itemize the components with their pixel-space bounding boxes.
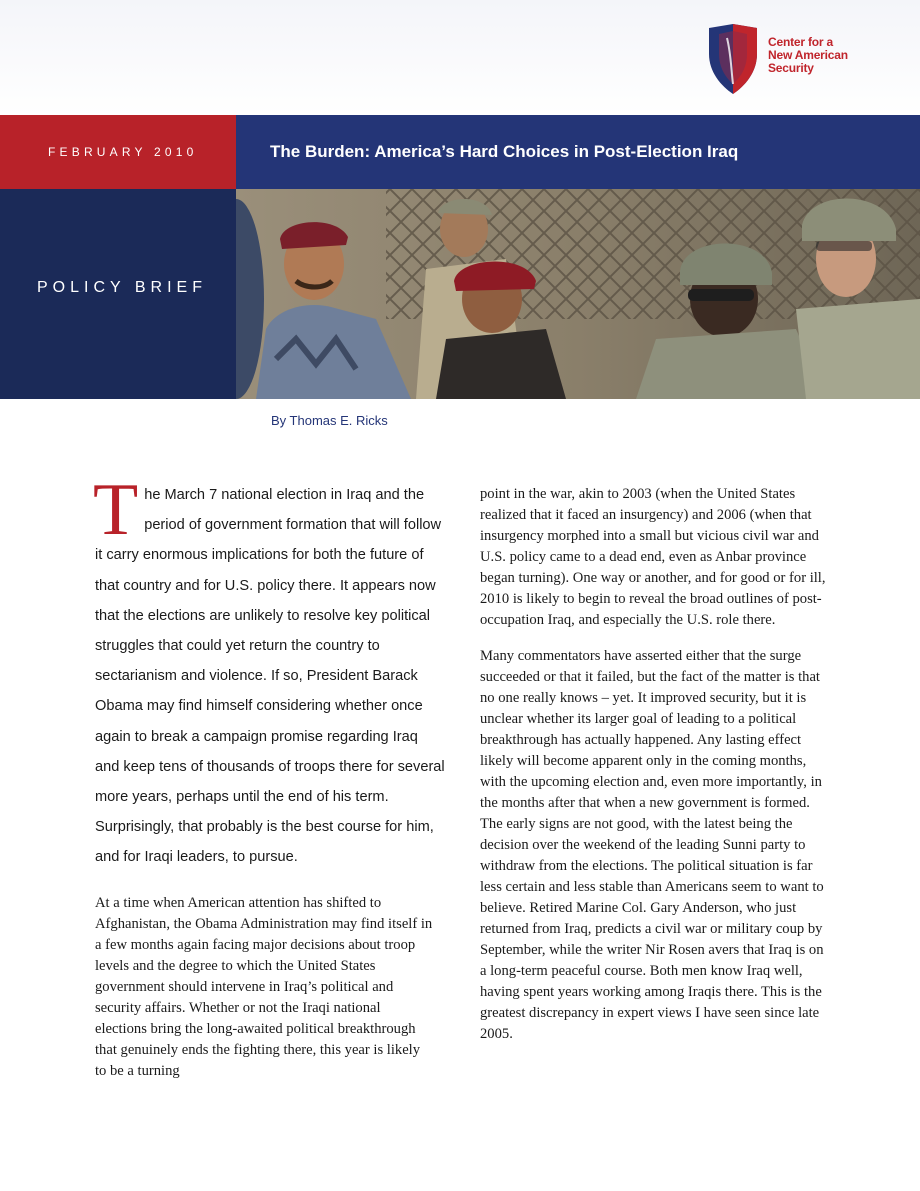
series-label: POLICY BRIEF	[37, 279, 207, 296]
cover-photo	[236, 189, 920, 399]
logo-line-3: Security	[768, 61, 814, 75]
title-banner	[236, 115, 920, 189]
left-column	[93, 469, 445, 1082]
series-banner	[0, 189, 236, 399]
lead-paragraph	[93, 469, 445, 873]
logo-line-2: New American	[768, 48, 848, 62]
right-column	[480, 484, 830, 1045]
body-paragraph: At a time when American attention has shifted to Afghanistan, the Obama Administration may find itself in a few months again facing major decisions about troop levels and the degree to which the United States government should intervene in Iraq’s political and security affairs. Whether or not the Iraqi national elections bring the long-awaited political breakthrough that genuinely ends the fighting there, this year is likely to be a turning	[95, 894, 433, 1079]
publication-date: FEBRUARY 2010	[48, 145, 198, 159]
logo-line-1: Center for a	[768, 35, 833, 49]
body-paragraph: Many commentators have asserted either that the surge succeeded or that it failed, but the fact of the matter is that no one really knows – yet. It improved security, but it is unclear whether its larger goal of leading to a political breakthrough has actually happened. Any lasting effect likely will become apparent only in the coming months, with the upcoming election and, even more importantly, in the months after that when a new government is formed. The early signs are not good, with the latest being the decision over the weekend of the leading Sunni party to withdraw from the elections. The political situation is far less certain and less stable than Americans seem to want to believe. Retired Marine Col. Gary Anderson, who just returned from Iraq, predicts a civil war or military coup by September, while the writer Nir Rosen avers that Iraq is on a long-term peaceful course. Both men know Iraq well, having spent years working among Iraqis there. This is the greatest discrepancy in expert views I have seen since late 2005.	[480, 648, 824, 1042]
body-paragraph: point in the war, akin to 2003 (when the United States realized that it faced an insurgency) and 2006 (when that insurgency morphed into a small but vicious civil war and U.S. policy came to a dead end, even as Anbar province began turning). One way or another, and for good or for ill, 2010 is likely to begin to reveal the broad outlines of post-occupation Iraq, and especially the U.S. role there.	[480, 486, 826, 628]
cnas-logo[interactable]	[705, 24, 905, 99]
byline: By Thomas E. Ricks	[271, 413, 388, 428]
lead-text: he March 7 national election in Iraq and the period of government formation that will follow it carry enormous implications for both the future of that country and for U.S. policy there. It appears now that the elections are unlikely to resolve key political struggles that could yet return the country to sectarianism and violence. If so, President Barack Obama may find himself considering whether once again to break a campaign promise regarding Iraq and keep tens of thousands of troops there for several more years, perhaps until the end of his term. Surprisingly, that probably is the best course for him, and for Iraqi leaders, to pursue.	[95, 487, 445, 866]
shield-icon	[705, 24, 761, 96]
drop-cap: T	[93, 469, 139, 551]
date-banner	[0, 115, 236, 189]
document-title: The Burden: America’s Hard Choices in Post-Election Iraq	[270, 142, 739, 161]
